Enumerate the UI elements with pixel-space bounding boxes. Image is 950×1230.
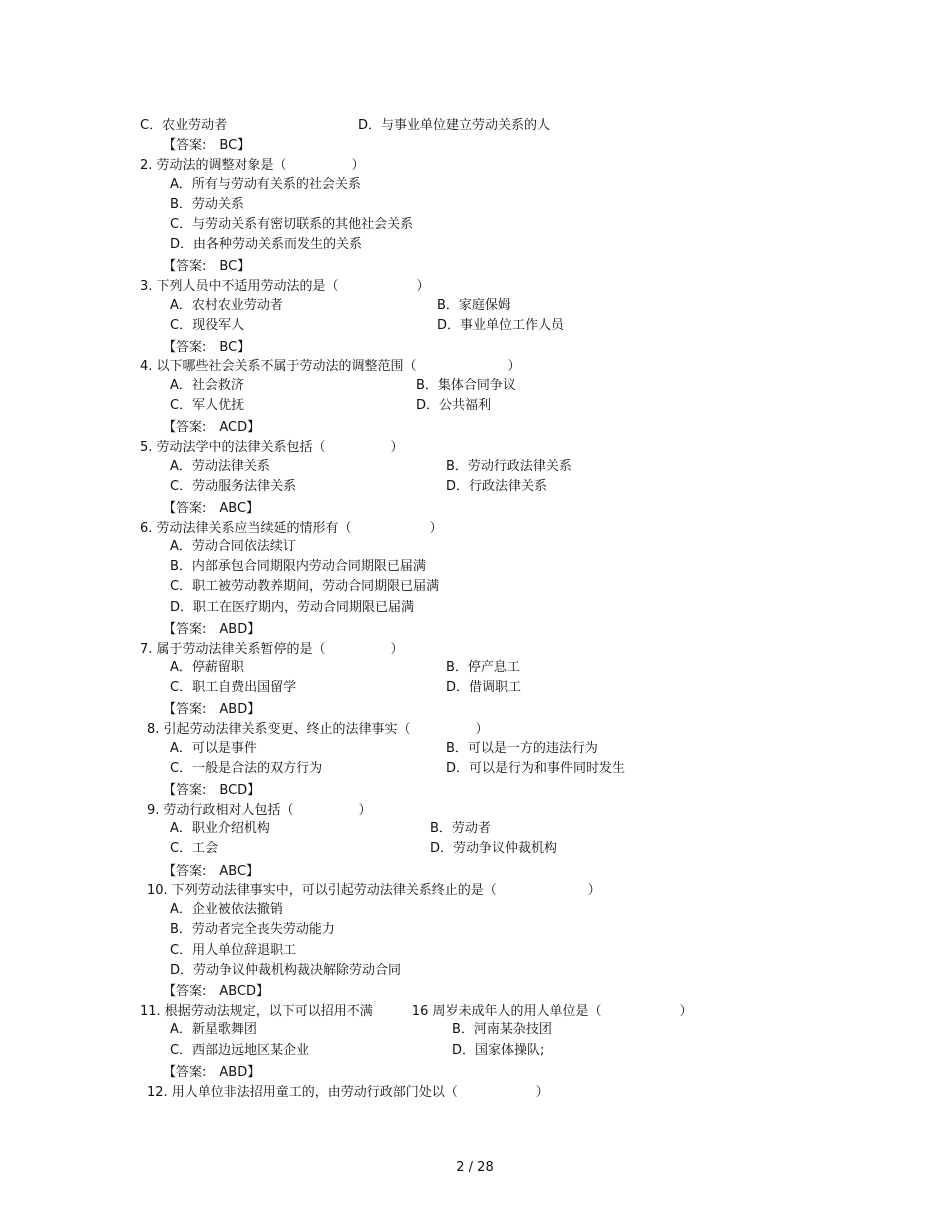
text-line: C．工会 (170, 841, 219, 856)
text-line: 11. 根据劳动法规定，以下可以招用不满 16 周岁未成年人的用人单位是（ ） (140, 1004, 693, 1019)
text-line: C．职工被劳动教养期间，劳动合同期限已届满 (170, 579, 440, 594)
text-line: C．一般是合法的双方行为 (170, 761, 323, 776)
page-number: 2 / 28 (456, 1160, 494, 1175)
text-line: D．可以是行为和事件同时发生 (446, 761, 626, 776)
text-line: C．与劳动关系有密切联系的其他社会关系 (170, 217, 414, 232)
text-line: 【答案: ABD】 (163, 702, 261, 717)
text-line: 【答案: ABD】 (163, 622, 261, 637)
text-line: D．事业单位工作人员 (437, 318, 565, 333)
text-line: 【答案: ABD】 (163, 1065, 261, 1080)
text-line: B．集体合同争议 (416, 378, 516, 393)
text-line: 【答案: ABC】 (163, 501, 260, 516)
text-line: 【答案: BC】 (163, 340, 251, 355)
text-line: D．由各种劳动关系而发生的关系 (170, 237, 363, 252)
text-line: 【答案: ACD】 (163, 420, 261, 435)
text-line: A．农村农业劳动者 (170, 298, 283, 313)
text-line: 12. 用人单位非法招用童工的，由劳动行政部门处以（ ） (147, 1085, 549, 1100)
text-line: 4. 以下哪些社会关系不属于劳动法的调整范围（ ） (140, 359, 521, 374)
text-line: D．职工在医疗期内，劳动合同期限已届满 (170, 600, 415, 615)
text-line: C．农业劳动者 (140, 118, 228, 133)
text-line: C．职工自费出国留学 (170, 680, 297, 695)
text-line: B．内部承包合同期限内劳动合同期限已届满 (170, 559, 426, 574)
text-line: D．行政法律关系 (446, 479, 548, 494)
text-line: C．西部边远地区某企业 (170, 1043, 310, 1058)
text-line: D．公共福利 (416, 398, 492, 413)
text-line: 2. 劳动法的调整对象是（ ） (140, 158, 365, 173)
text-line: 7. 属于劳动法律关系暂停的是（ ） (140, 642, 404, 657)
text-line: C．军人优抚 (170, 398, 245, 413)
text-line: 【答案: BC】 (163, 138, 251, 153)
text-line: D．劳动争议仲裁机构裁决解除劳动合同 (170, 963, 402, 978)
text-line: 3. 下列人员中不适用劳动法的是（ ） (140, 279, 430, 294)
text-line: 5. 劳动法学中的法律关系包括（ ） (140, 440, 404, 455)
text-line: A．劳动法律关系 (170, 459, 270, 474)
text-line: 6. 劳动法律关系应当续延的情形有（ ） (140, 521, 443, 536)
text-line: A．可以是事件 (170, 741, 257, 756)
text-line: 【答案: ABC】 (163, 864, 260, 879)
text-line: 8. 引起劳动法律关系变更、终止的法律事实（ ） (147, 722, 489, 737)
text-line: D．国家体操队; (452, 1043, 545, 1058)
text-line: 【答案: ABCD】 (163, 984, 270, 999)
text-line: B．劳动者完全丧失劳动能力 (170, 922, 335, 937)
text-line: A．社会救济 (170, 378, 244, 393)
text-line: B．家庭保姆 (437, 298, 511, 313)
text-line: D．与事业单位建立劳动关系的人 (358, 118, 551, 133)
text-line: A．劳动合同依法续订 (170, 539, 296, 554)
text-line: A．停薪留职 (170, 660, 244, 675)
text-line: A．所有与劳动有关系的社会关系 (170, 177, 361, 192)
text-line: B．劳动行政法律关系 (446, 459, 572, 474)
text-line: 【答案: BC】 (163, 259, 251, 274)
text-line: 【答案: BCD】 (163, 783, 261, 798)
text-line: B．劳动关系 (170, 197, 244, 212)
text-line: C．用人单位辞退职工 (170, 943, 297, 958)
text-line: C．现役军人 (170, 318, 245, 333)
text-line: 9. 劳动行政相对人包括（ ） (147, 803, 372, 818)
text-line: B．河南某杂技团 (452, 1022, 552, 1037)
text-line: D．借调职工 (446, 680, 522, 695)
text-line: 10. 下列劳动法律事实中，可以引起劳动法律关系终止的是（ ） (147, 883, 601, 898)
text-line: B．劳动者 (430, 821, 491, 836)
text-line: A．新星歌舞团 (170, 1022, 257, 1037)
text-line: C．劳动服务法律关系 (170, 479, 297, 494)
text-line: B．停产息工 (446, 660, 520, 675)
text-line: A．企业被依法撤销 (170, 902, 283, 917)
text-line: A．职业介绍机构 (170, 821, 270, 836)
text-line: B．可以是一方的违法行为 (446, 741, 598, 756)
text-line: D．劳动争议仲裁机构 (430, 841, 558, 856)
